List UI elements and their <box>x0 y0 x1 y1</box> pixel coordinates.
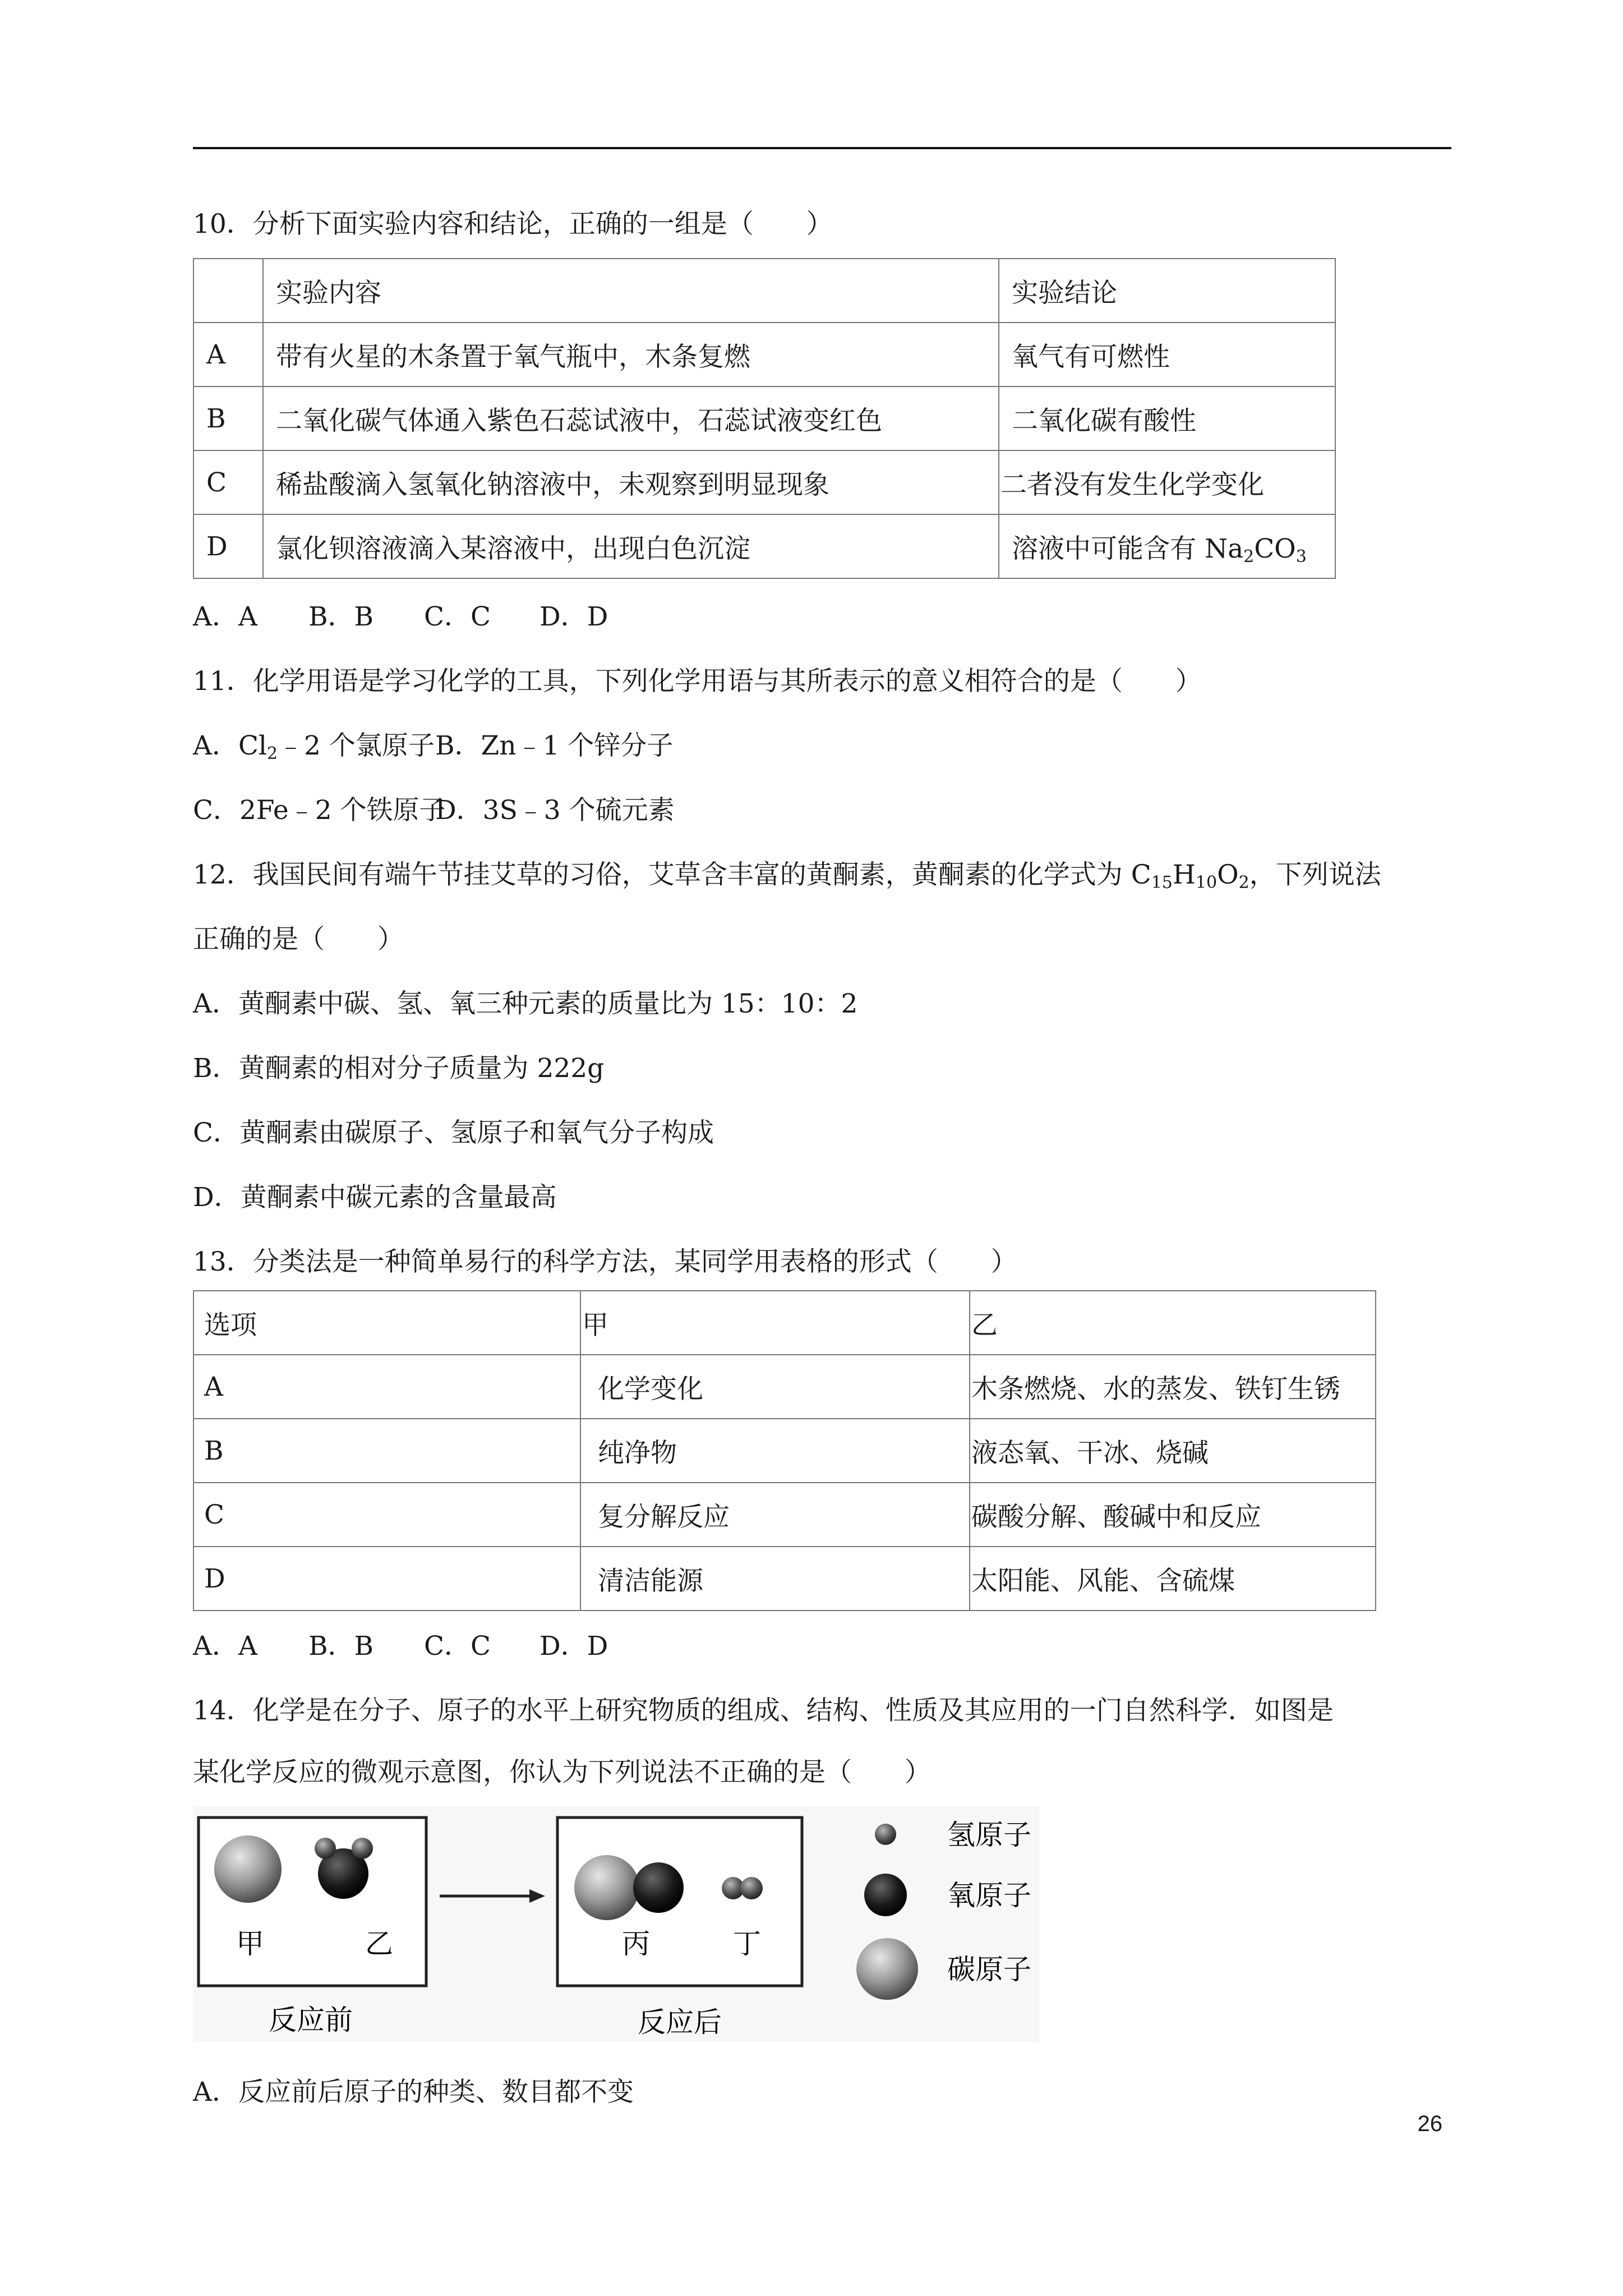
hydrogen-atom <box>315 1838 336 1859</box>
table-row <box>193 514 1335 578</box>
choice-d: D．D <box>540 1631 608 1662</box>
legend-oxygen: 氧原子 <box>947 1879 1031 1912</box>
carbon-atom <box>214 1835 282 1903</box>
caption-before: 反应前 <box>269 2004 353 2036</box>
legend-carbon-icon <box>856 1938 918 2000</box>
label-ding: 丁 <box>733 1927 761 1960</box>
option-cell: D <box>193 1547 580 1611</box>
header-cell: 乙 <box>970 1291 1376 1355</box>
choice-c: C．2Fe﹣2 个铁原子 <box>193 795 446 826</box>
choice-d: D．3S﹣3 个硫元素 <box>435 795 675 826</box>
choice-b: B．B <box>308 601 374 632</box>
q12-choice-c: C．黄酮素由碳原子、氢原子和氧气分子构成 <box>193 1117 714 1148</box>
q13-table <box>193 1290 1376 1611</box>
legend-hydrogen-icon <box>875 1824 896 1845</box>
choice-c: C．C <box>424 601 491 632</box>
jia-cell: 清洁能源 <box>580 1547 970 1611</box>
q11-row2 <box>193 794 675 827</box>
table-header-row <box>193 259 1335 323</box>
option-cell: D <box>193 514 263 578</box>
legend-carbon: 碳原子 <box>947 1953 1031 1986</box>
conclusion-cell: 溶液中可能含有 $Na_2CO_3$ <box>999 514 1335 578</box>
choice-a: A．$Cl_2﹣2$ 个氯原子 <box>193 730 435 763</box>
option-cell: B <box>193 386 263 450</box>
table-row <box>193 1547 1376 1611</box>
q12-choice-b: B．黄酮素的相对分子质量为 222g <box>193 1053 605 1084</box>
content-cell: 氯化钡溶液滴入某溶液中，出现白色沉淀 <box>263 514 999 578</box>
header-cell: 实验内容 <box>263 259 999 323</box>
label-yi: 乙 <box>365 1927 393 1960</box>
q11-row1 <box>193 729 673 763</box>
choice-a: A．A <box>193 1631 257 1662</box>
choice-a: A．A <box>193 601 257 632</box>
hydrogen-atom <box>740 1877 763 1899</box>
table-row <box>193 386 1335 450</box>
header-rule <box>193 147 1451 149</box>
table-row <box>193 323 1335 386</box>
q10-choices <box>193 600 608 634</box>
option-cell: C <box>193 1483 580 1547</box>
conclusion-cell: 二者没有发生化学变化 <box>999 450 1335 514</box>
jia-cell: 化学变化 <box>580 1355 970 1419</box>
q12-stem-2: 正确的是（ ） <box>193 924 404 955</box>
table-row <box>193 1419 1376 1483</box>
q11-stem: 11．化学用语是学习化学的工具，下列化学用语与其所表示的意义相符合的是（ ） <box>193 666 1202 697</box>
option-cell: B <box>193 1419 580 1483</box>
yi-cell: 碳酸分解、酸碱中和反应 <box>970 1483 1376 1547</box>
page-number: 26 <box>1417 2111 1442 2136</box>
oxygen-atom <box>633 1862 684 1913</box>
content-cell: 稀盐酸滴入氢氧化钠溶液中，未观察到明显现象 <box>263 450 999 514</box>
reaction-diagram <box>193 1806 1040 2042</box>
q14-stem: 14．化学是在分子、原子的水平上研究物质的组成、结构、性质及其应用的一门自然科学．如图是 <box>193 1695 1334 1726</box>
choice-b: B．B <box>308 1631 374 1662</box>
conclusion-cell: 二氧化碳有酸性 <box>999 386 1335 450</box>
label-bing: 丙 <box>622 1927 650 1960</box>
carbon-atom <box>574 1855 639 1920</box>
q13-stem: 13．分类法是一种简单易行的科学方法，某同学用表格的形式（ ） <box>193 1246 1017 1277</box>
hydrogen-atom <box>352 1838 373 1859</box>
option-cell: C <box>193 450 263 514</box>
yi-cell: 太阳能、风能、含硫煤 <box>970 1547 1376 1611</box>
table-row <box>193 1355 1376 1419</box>
jia-cell: 复分解反应 <box>580 1483 970 1547</box>
option-cell: A <box>193 323 263 386</box>
header-cell: 甲 <box>580 1291 970 1355</box>
q12-choice-a: A．黄酮素中碳、氢、氧三种元素的质量比为 15：10：2 <box>193 988 858 1019</box>
option-cell: A <box>193 1355 580 1419</box>
q14-choice-a: A．反应前后原子的种类、数目都不变 <box>193 2077 634 2108</box>
choice-d: D．D <box>540 601 608 632</box>
q14-stem-2: 某化学反应的微观示意图，你认为下列说法不正确的是（ ） <box>193 1757 931 1788</box>
header-cell: 实验结论 <box>999 259 1335 323</box>
yi-cell: 木条燃烧、水的蒸发、铁钉生锈 <box>970 1355 1376 1419</box>
caption-after: 反应后 <box>638 2006 722 2039</box>
legend-oxygen-icon <box>864 1874 907 1916</box>
q10-stem: 10．分析下面实验内容和结论，正确的一组是（ ） <box>193 209 833 240</box>
table-header-row <box>193 1291 1376 1355</box>
legend-hydrogen: 氢原子 <box>947 1819 1031 1851</box>
reaction-diagram-svg <box>193 1806 1040 2042</box>
q12-stem: 12．我国民间有端午节挂艾草的习俗，艾草含丰富的黄酮素，黄酮素的化学式为 $C_{15}H_{10}O_2$，下列说法 <box>193 859 1381 892</box>
label-jia: 甲 <box>236 1927 264 1960</box>
choice-b: B．Zn﹣1 个锌分子 <box>435 730 674 761</box>
q12-choice-d: D．黄酮素中碳元素的含量最高 <box>193 1182 557 1213</box>
content-cell: 带有火星的木条置于氧气瓶中，木条复燃 <box>263 323 999 386</box>
table-row <box>193 450 1335 514</box>
conclusion-cell: 氧气有可燃性 <box>999 323 1335 386</box>
table-row <box>193 1483 1376 1547</box>
yi-cell: 液态氧、干冰、烧碱 <box>970 1419 1376 1483</box>
content-cell: 二氧化碳气体通入紫色石蕊试液中，石蕊试液变红色 <box>263 386 999 450</box>
choice-c: C．C <box>424 1631 491 1662</box>
q13-choices <box>193 1630 608 1663</box>
jia-cell: 纯净物 <box>580 1419 970 1483</box>
header-cell: 选项 <box>193 1291 580 1355</box>
q10-table <box>193 258 1336 579</box>
header-cell <box>193 259 263 323</box>
